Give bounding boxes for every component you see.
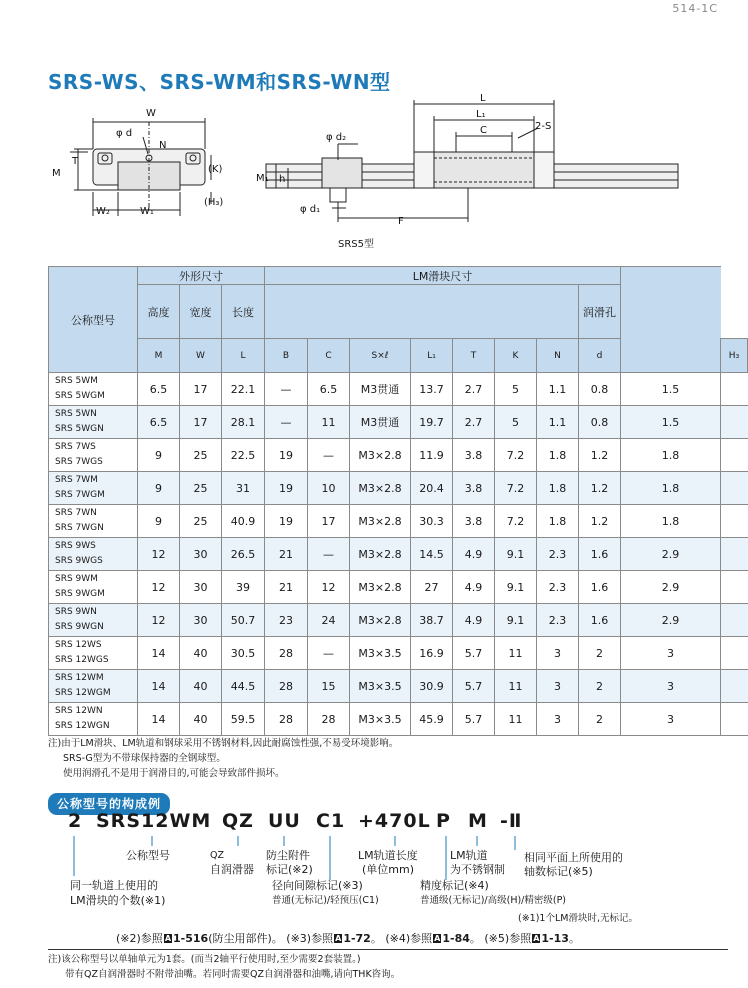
value-cell: 1.8 <box>621 439 721 472</box>
label-M1: M₁ <box>256 173 269 184</box>
header-length: 长度 <box>222 285 265 339</box>
code-clearance: C1 <box>316 810 346 832</box>
ref-box-icon: A <box>164 934 172 943</box>
value-cell: 11 <box>495 670 537 703</box>
sub-L1: L₁ <box>411 339 453 373</box>
ref-box-icon: A <box>335 934 342 943</box>
label-clearance-2: 普通(无标记)/轻预压(C1) <box>272 895 379 906</box>
value-cell: M3×3.5 <box>350 637 411 670</box>
sub-B: B <box>265 339 308 373</box>
ref-4-page: 1-84 <box>442 932 470 945</box>
model-name: SRS 5WM <box>55 376 98 386</box>
value-cell: 28.1 <box>222 406 265 439</box>
value-cell: 21 <box>265 538 308 571</box>
value-cell: 17 <box>180 406 222 439</box>
value-cell: 6.5 <box>138 406 180 439</box>
value-cell: 31 <box>222 472 265 505</box>
sub-d: d <box>579 339 621 373</box>
ref-4-pre: (※4)参照 <box>385 932 433 945</box>
value-cell: 16.9 <box>411 637 453 670</box>
value-cell: 9.1 <box>495 571 537 604</box>
value-cell: 5.7 <box>453 637 495 670</box>
value-cell: 2.7 <box>453 373 495 406</box>
label-W1: W₁ <box>140 206 154 217</box>
value-cell: 2.7 <box>453 406 495 439</box>
ref-2-page: 1-516 <box>173 932 209 945</box>
value-cell: 12 <box>138 604 180 637</box>
footer-notes <box>48 952 400 982</box>
value-cell: 9.1 <box>495 538 537 571</box>
value-cell: 1.6 <box>579 538 621 571</box>
value-cell: 40 <box>180 637 222 670</box>
value-cell: 17 <box>308 505 350 538</box>
value-cell: 6.5 <box>308 373 350 406</box>
value-cell: 59.5 <box>222 703 265 736</box>
value-cell: 25 <box>180 505 222 538</box>
value-cell: 28 <box>308 703 350 736</box>
value-cell: 3 <box>537 637 579 670</box>
value-cell: 28 <box>265 670 308 703</box>
label-phi-d2: φ d₂ <box>326 132 347 143</box>
value-cell: 26.5 <box>222 538 265 571</box>
value-cell: 22.1 <box>222 373 265 406</box>
header-model: 公称型号 <box>49 267 138 373</box>
label-rail-length-2: (单位mm) <box>362 863 415 876</box>
model-name: SRS 12WN <box>55 706 103 716</box>
value-cell: 12 <box>138 571 180 604</box>
value-cell: 21 <box>265 571 308 604</box>
value-cell: 1.2 <box>579 505 621 538</box>
model-name: SRS 7WGS <box>55 457 103 467</box>
model-name: SRS 9WS <box>55 541 96 551</box>
code-qz: QZ <box>222 810 254 832</box>
label-h: h <box>279 174 286 185</box>
label-qty-2: LM滑块的个数(※1) <box>70 894 166 907</box>
value-cell: 6.5 <box>138 373 180 406</box>
value-cell: 11 <box>495 637 537 670</box>
value-cell: — <box>308 538 350 571</box>
ref-5-pre: (※5)参照 <box>484 932 532 945</box>
value-cell: 50.7 <box>222 604 265 637</box>
sub-W: W <box>180 339 222 373</box>
figure-caption: SRS5型 <box>338 239 375 250</box>
value-cell: 23 <box>265 604 308 637</box>
code-accuracy: P <box>436 810 451 832</box>
value-cell: 19 <box>265 505 308 538</box>
value-cell: 44.5 <box>222 670 265 703</box>
value-cell: 2 <box>579 703 621 736</box>
value-cell: 30.9 <box>411 670 453 703</box>
label-N: N <box>159 140 167 151</box>
value-cell: 27 <box>411 571 453 604</box>
value-cell: 3 <box>621 670 721 703</box>
ref-3-pre: (※3)参照 <box>286 932 334 945</box>
value-cell: M3×2.8 <box>350 604 411 637</box>
ref-5-page: 1-13 <box>541 932 569 945</box>
sub-H3: H₃ <box>721 339 748 373</box>
model-name: SRS 12WS <box>55 640 102 650</box>
label-model: 公称型号 <box>126 849 170 862</box>
value-cell: M3×2.8 <box>350 538 411 571</box>
sub-T: T <box>453 339 495 373</box>
value-cell: 9 <box>138 472 180 505</box>
value-cell: 3.8 <box>453 505 495 538</box>
label-W: W <box>146 108 156 119</box>
value-cell: M3×2.8 <box>350 439 411 472</box>
code-axis: -Ⅱ <box>500 810 523 832</box>
ref-box-icon: A <box>533 934 540 943</box>
value-cell: 5 <box>495 406 537 439</box>
value-cell: 15 <box>308 670 350 703</box>
value-cell: 19 <box>265 439 308 472</box>
label-T: T <box>72 156 79 167</box>
value-cell: 30.5 <box>222 637 265 670</box>
label-clearance-1: 径向间隙标记(※3) <box>272 879 363 892</box>
value-cell: 11 <box>495 703 537 736</box>
value-cell: 10 <box>308 472 350 505</box>
value-cell: 19.7 <box>411 406 453 439</box>
value-cell: 7.2 <box>495 505 537 538</box>
model-name: SRS 7WGN <box>55 523 104 533</box>
value-cell: 2.3 <box>537 604 579 637</box>
value-cell: 2.9 <box>621 604 721 637</box>
value-cell: 1.8 <box>537 472 579 505</box>
value-cell: 2.3 <box>537 538 579 571</box>
label-qz-1: QZ <box>210 850 224 861</box>
label-C: C <box>480 125 487 136</box>
value-cell: 1.1 <box>537 373 579 406</box>
label-phi-d1: φ d₁ <box>300 204 321 215</box>
value-cell: 1.8 <box>621 505 721 538</box>
value-cell: 3 <box>537 670 579 703</box>
value-cell: 1.5 <box>621 406 721 439</box>
divider <box>48 949 728 950</box>
value-cell: M3贯通 <box>350 373 411 406</box>
value-cell: 0.8 <box>579 406 621 439</box>
value-cell: 3 <box>621 637 721 670</box>
value-cell: 30.3 <box>411 505 453 538</box>
value-cell: 1.6 <box>579 571 621 604</box>
value-cell: 2.9 <box>621 538 721 571</box>
label-accuracy-1: 精度标记(※4) <box>420 879 489 892</box>
value-cell: 1.8 <box>537 505 579 538</box>
value-cell: 1.1 <box>537 406 579 439</box>
note-line: SRS-G型为不带球保持器的全钢球型。 <box>63 753 226 764</box>
model-name: SRS 5WGM <box>55 391 105 401</box>
value-cell: 30 <box>180 571 222 604</box>
value-cell: 12 <box>138 538 180 571</box>
value-cell: 28 <box>265 703 308 736</box>
value-cell: 3.8 <box>453 439 495 472</box>
code-qty: 2 <box>68 810 83 832</box>
label-rail-ss-2: 为不锈钢制 <box>450 863 505 876</box>
value-cell: 7.2 <box>495 472 537 505</box>
value-cell: 4.9 <box>453 604 495 637</box>
model-name: SRS 9WGN <box>55 622 104 632</box>
model-name: SRS 7WGM <box>55 490 105 500</box>
value-cell: 11.9 <box>411 439 453 472</box>
label-note1: (※1)1个LM滑块时,无标记。 <box>518 913 638 924</box>
model-name: SRS 12WM <box>55 673 104 683</box>
value-cell: 3 <box>537 703 579 736</box>
value-cell: 14.5 <box>411 538 453 571</box>
value-cell: 19 <box>265 472 308 505</box>
label-axis-1: 相同平面上所使用的 <box>524 851 623 864</box>
label-M: M <box>52 168 61 179</box>
value-cell: 40 <box>180 670 222 703</box>
value-cell: 24 <box>308 604 350 637</box>
sub-M: M <box>138 339 180 373</box>
value-cell: — <box>308 637 350 670</box>
value-cell: 30 <box>180 538 222 571</box>
composition-badge: 公称型号的构成例 <box>48 793 170 815</box>
sub-Sl: S×ℓ <box>350 339 411 373</box>
label-accuracy-2: 普通级(无标记)/高级(H)/精密级(P) <box>420 895 567 906</box>
label-L: L <box>480 93 486 104</box>
value-cell: 9 <box>138 505 180 538</box>
model-name: SRS 12WGS <box>55 655 109 665</box>
value-cell: 30 <box>180 604 222 637</box>
note-line: 注)由于LM滑块、LM轨道和钢球采用不锈钢材料,因此耐腐蚀性强,不易受环境影响。 <box>48 738 399 749</box>
header-outer-dims: 外形尺寸 <box>138 267 265 285</box>
value-cell: 1.6 <box>579 604 621 637</box>
value-cell: 3 <box>621 703 721 736</box>
value-cell: M3×2.8 <box>350 505 411 538</box>
value-cell: M3×3.5 <box>350 703 411 736</box>
label-K: (K) <box>208 164 223 175</box>
value-cell: 45.9 <box>411 703 453 736</box>
code-stainless: M <box>468 810 488 832</box>
value-cell: 4.9 <box>453 571 495 604</box>
reference-line: (※2)参照 A 1-516(防尘用部件)。 (※3)参照 A 1-72。 (※4)参照 A 1-84。 (※5)参照 A 1-13。 <box>116 932 580 945</box>
value-cell: 40 <box>180 703 222 736</box>
header-height: 高度 <box>138 285 180 339</box>
label-H3: (H₃) <box>204 197 224 208</box>
value-cell: 4.9 <box>453 538 495 571</box>
value-cell: 5.7 <box>453 670 495 703</box>
value-cell: 2.3 <box>537 571 579 604</box>
value-cell: 1.5 <box>621 373 721 406</box>
value-cell: 9 <box>138 439 180 472</box>
value-cell: 17 <box>180 373 222 406</box>
value-cell: — <box>308 439 350 472</box>
footer-line: 注)该公称型号以单轴单元为1套。(而当2轴平行使用时,至少需要2套装置。) <box>48 954 361 965</box>
model-name: SRS 9WN <box>55 607 97 617</box>
value-cell: 14 <box>138 703 180 736</box>
value-cell: 12 <box>308 571 350 604</box>
value-cell: 25 <box>180 472 222 505</box>
label-L1: L₁ <box>476 109 486 120</box>
label-rail-length-1: LM轨道长度 <box>358 849 418 862</box>
value-cell: 13.7 <box>411 373 453 406</box>
header-lube-hole: 润滑孔 <box>579 285 621 339</box>
value-cell: 7.2 <box>495 439 537 472</box>
label-qz-2: 自润滑器 <box>210 863 254 876</box>
label-seal-2: 标记(※2) <box>266 863 313 876</box>
label-seal-1: 防尘附件 <box>266 849 310 862</box>
ref-3-page: 1-72 <box>343 932 371 945</box>
value-cell: 40.9 <box>222 505 265 538</box>
value-cell: 1.8 <box>621 472 721 505</box>
label-2S: 2-S <box>535 121 552 132</box>
value-cell: 22.5 <box>222 439 265 472</box>
ref-2-pre: (※2)参照 <box>116 932 163 945</box>
ref-box-icon: A <box>434 934 441 943</box>
model-name: SRS 9WGS <box>55 556 103 566</box>
header-width: 宽度 <box>180 285 222 339</box>
model-name: SRS 12WGN <box>55 721 110 731</box>
code-seal: UU <box>268 810 301 832</box>
model-name: SRS 9WM <box>55 574 98 584</box>
label-axis-2: 轴数标记(※5) <box>524 865 593 878</box>
value-cell: 2 <box>579 637 621 670</box>
value-cell: 0.8 <box>579 373 621 406</box>
label-F: F <box>398 216 404 227</box>
value-cell: 1.2 <box>579 472 621 505</box>
footer-line: 带有QZ自润滑器时不附带油嘴。若同时需要QZ自润滑器和油嘴,请向THK咨询。 <box>65 969 401 980</box>
value-cell: 5 <box>495 373 537 406</box>
model-name: SRS 7WM <box>55 475 98 485</box>
value-cell: 2.9 <box>621 571 721 604</box>
model-name: SRS 7WN <box>55 508 97 518</box>
model-name: SRS 9WGM <box>55 589 105 599</box>
header-block-dims: LM滑块尺寸 <box>265 267 621 285</box>
page-title: SRS-WS、SRS-WM和SRS-WN型 <box>48 70 391 94</box>
value-cell: 14 <box>138 670 180 703</box>
value-cell: — <box>265 373 308 406</box>
note-line: 使用润滑孔不是用于润滑目的,可能会导致部件损坏。 <box>63 768 285 779</box>
code-model: SRS12WM <box>96 810 212 832</box>
value-cell: 38.7 <box>411 604 453 637</box>
value-cell: M3×2.8 <box>350 571 411 604</box>
value-cell: 28 <box>265 637 308 670</box>
sub-N: N <box>537 339 579 373</box>
value-cell: 5.7 <box>453 703 495 736</box>
value-cell: 25 <box>180 439 222 472</box>
page-number: 514-1C <box>672 2 718 15</box>
value-cell: M3贯通 <box>350 406 411 439</box>
value-cell: — <box>265 406 308 439</box>
label-qty-1: 同一轨道上使用的 <box>70 879 158 892</box>
sub-L: L <box>222 339 265 373</box>
model-name: SRS 7WS <box>55 442 96 452</box>
sub-K: K <box>495 339 537 373</box>
code-rail-length: +470L <box>358 810 431 832</box>
value-cell: 20.4 <box>411 472 453 505</box>
value-cell: 2 <box>579 670 621 703</box>
label-rail-ss-1: LM轨道 <box>450 849 488 862</box>
model-name: SRS 5WGN <box>55 424 104 434</box>
value-cell: 14 <box>138 637 180 670</box>
value-cell: M3×2.8 <box>350 472 411 505</box>
value-cell: 1.8 <box>537 439 579 472</box>
model-name: SRS 5WN <box>55 409 97 419</box>
label-phi-d: φ d <box>116 128 133 139</box>
label-W2: W₂ <box>96 206 110 217</box>
value-cell: M3×3.5 <box>350 670 411 703</box>
model-name: SRS 12WGM <box>55 688 111 698</box>
value-cell: 3.8 <box>453 472 495 505</box>
value-cell: 11 <box>308 406 350 439</box>
value-cell: 1.2 <box>579 439 621 472</box>
sub-C: C <box>308 339 350 373</box>
value-cell: 39 <box>222 571 265 604</box>
value-cell: 9.1 <box>495 604 537 637</box>
